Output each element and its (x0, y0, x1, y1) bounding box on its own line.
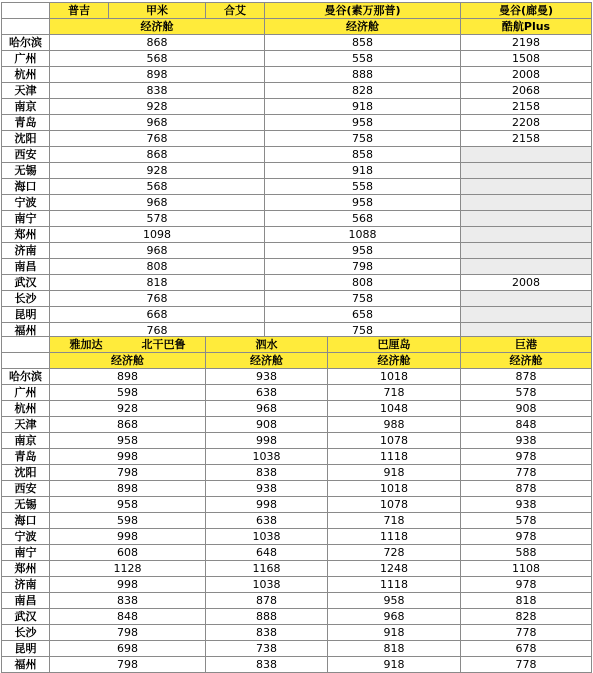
origin-city: 郑州 (2, 227, 50, 243)
table-row (2, 545, 592, 561)
fare-cell: 758 (265, 131, 461, 147)
origin-city: 武汉 (2, 275, 50, 291)
fare-cell: 868 (50, 35, 265, 51)
origin-city: 济南 (2, 243, 50, 259)
fare-cell: 838 (206, 657, 328, 673)
cabin-label: 经济舱 (206, 353, 328, 369)
fare-cell: 668 (50, 307, 265, 323)
table-row (2, 243, 592, 259)
fare-cell: 578 (461, 385, 592, 401)
table-row (2, 35, 592, 51)
fare-cell: 888 (206, 609, 328, 625)
origin-city: 海口 (2, 179, 50, 195)
table-row (2, 449, 592, 465)
fare-cell: 768 (50, 291, 265, 307)
table-row (2, 577, 592, 593)
fare-cell: 758 (265, 323, 461, 339)
origin-city: 哈尔滨 (2, 35, 50, 51)
cabin-label: 经济舱 (461, 353, 592, 369)
fare-cell: 1038 (206, 529, 328, 545)
fare-cell: 968 (50, 195, 265, 211)
table-row (2, 51, 592, 67)
fare-rows (2, 35, 592, 339)
cabin-label: 酷航Plus (461, 19, 592, 35)
fare-cell: 998 (206, 497, 328, 513)
origin-city: 昆明 (2, 641, 50, 657)
fare-cell: 818 (328, 641, 461, 657)
table-row (2, 211, 592, 227)
fare-cell: 1018 (328, 369, 461, 385)
fare-cell: 918 (328, 465, 461, 481)
fare-table-thailand-malaysia (1, 2, 592, 339)
origin-city: 宁波 (2, 529, 50, 545)
cabin-label: 经济舱 (265, 19, 461, 35)
fare-cell: 778 (461, 465, 592, 481)
fare-cell: 938 (206, 481, 328, 497)
fare-cell: 898 (50, 67, 265, 83)
fare-cell: 718 (328, 513, 461, 529)
fare-cell: 558 (265, 51, 461, 67)
origin-city: 哈尔滨 (2, 369, 50, 385)
fare-cell: 1038 (206, 449, 328, 465)
fare-cell: 568 (50, 179, 265, 195)
origin-city: 长沙 (2, 625, 50, 641)
cabin-header-row (2, 353, 592, 369)
fare-cell: 928 (50, 99, 265, 115)
origin-city: 济南 (2, 577, 50, 593)
origin-city: 南京 (2, 99, 50, 115)
fare-table-indonesia (1, 336, 592, 673)
fare-cell: 758 (265, 291, 461, 307)
fare-cell: 728 (328, 545, 461, 561)
dest-pekanbaru: 北干巴鲁 (141, 337, 186, 351)
fare-cell: 798 (50, 465, 206, 481)
fare-cell: 958 (265, 243, 461, 259)
origin-city: 昆明 (2, 307, 50, 323)
table-row (2, 609, 592, 625)
fare-cell: 998 (206, 433, 328, 449)
fare-cell: 2068 (461, 83, 592, 99)
fare-cell: 858 (265, 35, 461, 51)
empty-fare-cell (461, 243, 592, 259)
fare-cell: 1108 (461, 561, 592, 577)
fare-cell: 1048 (328, 401, 461, 417)
fare-cell: 958 (50, 433, 206, 449)
dest-bangkok-suvarnabhumi: 曼谷(素万那普) (265, 3, 461, 19)
origin-city: 无锡 (2, 497, 50, 513)
fare-cell: 568 (265, 211, 461, 227)
fare-cell: 798 (265, 259, 461, 275)
fare-cell: 568 (50, 51, 265, 67)
table-row (2, 529, 592, 545)
table-row (2, 561, 592, 577)
fare-cell: 1118 (328, 577, 461, 593)
table-row (2, 99, 592, 115)
fare-cell: 898 (50, 369, 206, 385)
origin-city: 郑州 (2, 561, 50, 577)
origin-city: 福州 (2, 657, 50, 673)
fare-cell: 868 (50, 417, 206, 433)
fare-cell: 1088 (265, 227, 461, 243)
fare-cell: 988 (328, 417, 461, 433)
fare-cell: 918 (328, 625, 461, 641)
fare-cell: 768 (50, 323, 265, 339)
fare-cell: 1118 (328, 529, 461, 545)
fare-cell: 968 (328, 609, 461, 625)
empty-fare-cell (461, 227, 592, 243)
fare-cell: 778 (461, 657, 592, 673)
fare-cell: 878 (461, 369, 592, 385)
origin-city: 杭州 (2, 67, 50, 83)
table-row (2, 433, 592, 449)
fare-cell: 1248 (328, 561, 461, 577)
fare-cell: 1078 (328, 433, 461, 449)
fare-cell: 938 (461, 497, 592, 513)
dest-palembang: 巨港 (461, 337, 592, 353)
origin-city: 广州 (2, 51, 50, 67)
fare-cell: 968 (50, 243, 265, 259)
table-row (2, 227, 592, 243)
fare-cell: 958 (328, 593, 461, 609)
dest-krabi: 甲米 (109, 3, 206, 19)
fare-cell: 938 (461, 433, 592, 449)
empty-fare-cell (461, 163, 592, 179)
fare-cell: 858 (265, 147, 461, 163)
fare-cell: 1018 (328, 481, 461, 497)
origin-city: 长沙 (2, 291, 50, 307)
origin-city: 青岛 (2, 115, 50, 131)
cabin-label: 经济舱 (50, 353, 206, 369)
fare-cell: 888 (265, 67, 461, 83)
origin-city: 广州 (2, 385, 50, 401)
fare-cell: 918 (265, 99, 461, 115)
origin-city: 天津 (2, 83, 50, 99)
fare-cell: 608 (50, 545, 206, 561)
fare-cell: 1168 (206, 561, 328, 577)
fare-cell: 598 (50, 385, 206, 401)
fare-cell: 978 (461, 529, 592, 545)
fare-cell: 678 (461, 641, 592, 657)
empty-fare-cell (461, 147, 592, 163)
cabin-label: 经济舱 (50, 19, 265, 35)
fare-cell: 848 (461, 417, 592, 433)
fare-cell: 958 (50, 497, 206, 513)
dest-bangkok-donmueang: 曼谷(廊曼) (461, 3, 592, 19)
fare-cell: 978 (461, 449, 592, 465)
empty-fare-cell (461, 259, 592, 275)
corner-cell (2, 337, 50, 353)
fare-cell: 998 (50, 449, 206, 465)
corner-cell (2, 19, 50, 35)
destination-header-row (2, 337, 592, 353)
fare-cell: 928 (50, 401, 206, 417)
cabin-header-row (2, 19, 592, 35)
table-row (2, 641, 592, 657)
fare-cell: 1128 (50, 561, 206, 577)
corner-cell (2, 353, 50, 369)
fare-cell: 638 (206, 513, 328, 529)
fare-cell: 978 (461, 577, 592, 593)
table-row (2, 465, 592, 481)
fare-cell: 798 (50, 625, 206, 641)
fare-cell: 958 (265, 195, 461, 211)
fare-cell: 808 (50, 259, 265, 275)
table-row (2, 401, 592, 417)
fare-cell: 2208 (461, 115, 592, 131)
fare-cell: 648 (206, 545, 328, 561)
empty-fare-cell (461, 211, 592, 227)
fare-cell: 998 (50, 577, 206, 593)
fare-cell: 738 (206, 641, 328, 657)
origin-city: 无锡 (2, 163, 50, 179)
table-row (2, 625, 592, 641)
table-row (2, 259, 592, 275)
fare-cell: 588 (461, 545, 592, 561)
fare-cell: 838 (50, 83, 265, 99)
fare-cell: 968 (50, 115, 265, 131)
table-row (2, 163, 592, 179)
dest-jakarta-pekanbaru (50, 337, 206, 353)
origin-city: 宁波 (2, 195, 50, 211)
fare-cell: 598 (50, 513, 206, 529)
fare-cell: 898 (50, 481, 206, 497)
fare-cell: 778 (461, 625, 592, 641)
table-row (2, 513, 592, 529)
dest-surabaya: 泗水 (206, 337, 328, 353)
table-row (2, 179, 592, 195)
table-row (2, 275, 592, 291)
fare-cell: 768 (50, 131, 265, 147)
table-row (2, 497, 592, 513)
fare-cell: 998 (50, 529, 206, 545)
fare-cell: 838 (50, 593, 206, 609)
fare-cell: 908 (206, 417, 328, 433)
empty-fare-cell (461, 195, 592, 211)
fare-cell: 928 (50, 163, 265, 179)
table-row (2, 195, 592, 211)
fare-cell: 2158 (461, 99, 592, 115)
origin-city: 南京 (2, 433, 50, 449)
fare-cell: 868 (50, 147, 265, 163)
fare-cell: 2198 (461, 35, 592, 51)
fare-cell: 638 (206, 385, 328, 401)
fare-cell: 558 (265, 179, 461, 195)
corner-cell (2, 3, 50, 19)
fare-cell: 1078 (328, 497, 461, 513)
fare-cell: 818 (461, 593, 592, 609)
fare-cell: 828 (265, 83, 461, 99)
empty-fare-cell (461, 179, 592, 195)
origin-city: 南宁 (2, 211, 50, 227)
fare-cell: 838 (206, 465, 328, 481)
origin-city: 杭州 (2, 401, 50, 417)
fare-cell: 2158 (461, 131, 592, 147)
fare-cell: 1118 (328, 449, 461, 465)
origin-city: 青岛 (2, 449, 50, 465)
dest-phuket: 普吉 (50, 3, 109, 19)
origin-city: 天津 (2, 417, 50, 433)
fare-cell: 968 (206, 401, 328, 417)
origin-city: 福州 (2, 323, 50, 339)
fare-cell: 1508 (461, 51, 592, 67)
table-row (2, 657, 592, 673)
fare-cell: 848 (50, 609, 206, 625)
dest-bali: 巴厘岛 (328, 337, 461, 353)
table-row (2, 593, 592, 609)
table-row (2, 385, 592, 401)
origin-city: 武汉 (2, 609, 50, 625)
table-row (2, 147, 592, 163)
fare-cell: 938 (206, 369, 328, 385)
table-row (2, 481, 592, 497)
origin-city: 海口 (2, 513, 50, 529)
fare-cell: 798 (50, 657, 206, 673)
origin-city: 南昌 (2, 593, 50, 609)
fare-cell: 958 (265, 115, 461, 131)
fare-rows (2, 369, 592, 673)
table-row (2, 83, 592, 99)
origin-city: 西安 (2, 481, 50, 497)
fare-cell: 918 (265, 163, 461, 179)
fare-cell: 878 (206, 593, 328, 609)
empty-fare-cell (461, 307, 592, 323)
fare-cell: 828 (461, 609, 592, 625)
fare-cell: 818 (50, 275, 265, 291)
fare-cell: 838 (206, 625, 328, 641)
origin-city: 沈阳 (2, 131, 50, 147)
fare-cell: 578 (50, 211, 265, 227)
cabin-label: 经济舱 (328, 353, 461, 369)
origin-city: 沈阳 (2, 465, 50, 481)
origin-city: 南宁 (2, 545, 50, 561)
fare-cell: 918 (328, 657, 461, 673)
dest-jakarta: 雅加达 (69, 337, 103, 351)
fare-cell: 2008 (461, 275, 592, 291)
fare-cell: 1098 (50, 227, 265, 243)
fare-cell: 1038 (206, 577, 328, 593)
fare-cell: 698 (50, 641, 206, 657)
table-row (2, 291, 592, 307)
fare-cell: 718 (328, 385, 461, 401)
table-row (2, 131, 592, 147)
fare-cell: 908 (461, 401, 592, 417)
table-row (2, 67, 592, 83)
table-row (2, 417, 592, 433)
destination-header-row (2, 3, 592, 19)
fare-cell: 808 (265, 275, 461, 291)
origin-city: 西安 (2, 147, 50, 163)
origin-city: 南昌 (2, 259, 50, 275)
table-row (2, 369, 592, 385)
table-row (2, 115, 592, 131)
table-row (2, 307, 592, 323)
fare-cell: 878 (461, 481, 592, 497)
fare-cell: 578 (461, 513, 592, 529)
dest-hatyai: 合艾 (206, 3, 265, 19)
fare-cell: 658 (265, 307, 461, 323)
empty-fare-cell (461, 291, 592, 307)
fare-cell: 2008 (461, 67, 592, 83)
